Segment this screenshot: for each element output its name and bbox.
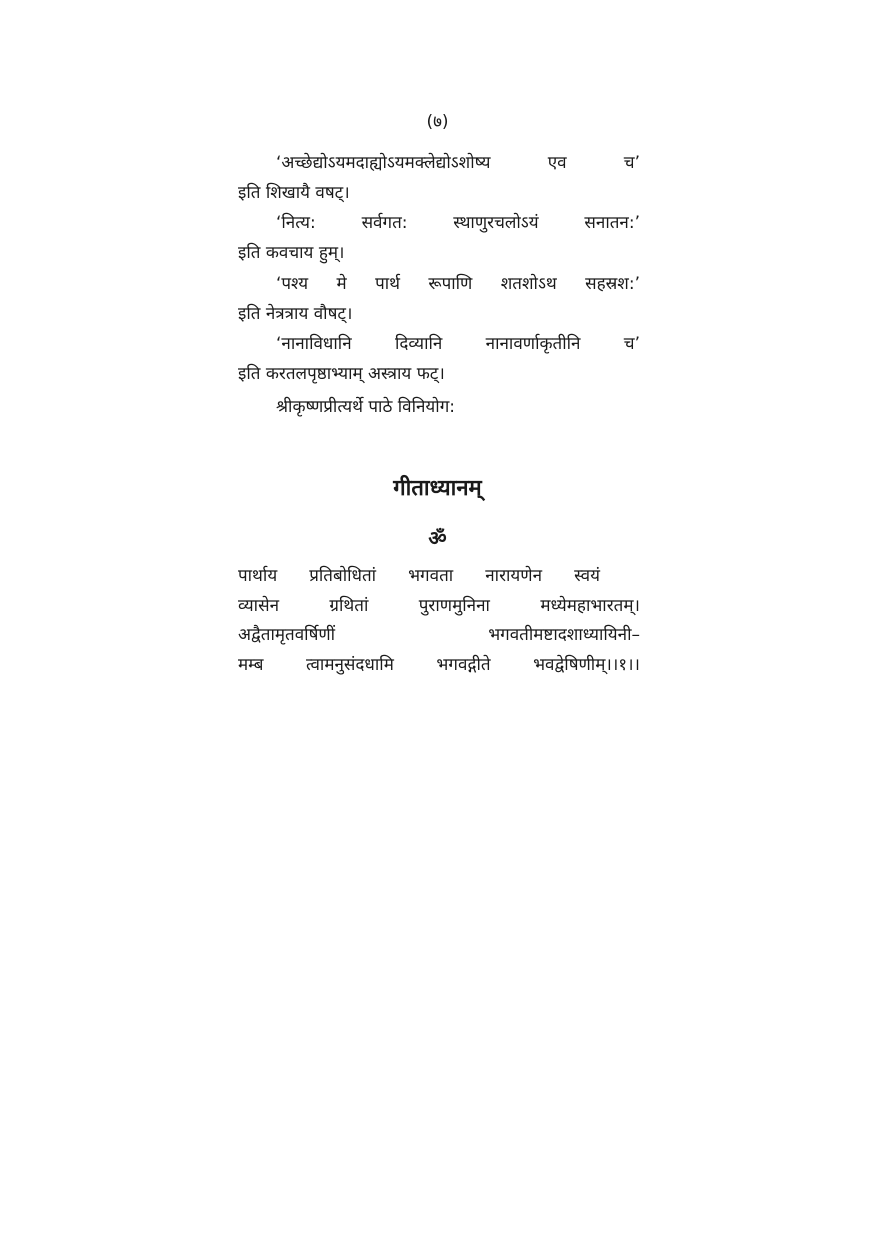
word: पार्थाय <box>238 566 278 586</box>
nyasa-tail-line: इति कवचाय हुम्। <box>238 243 345 263</box>
word: च’ <box>623 153 640 173</box>
word: सहस्रश:’ <box>585 274 640 294</box>
word: अद्वैतामृतवर्षिणीं <box>238 625 336 645</box>
word: ग्रथितां <box>329 595 369 616</box>
verse-line <box>238 562 600 592</box>
word: च’ <box>623 334 640 354</box>
nyasa-tail-line: इति नेत्रत्राय वौषट्। <box>238 304 353 324</box>
om-symbol: ॐ <box>428 526 447 550</box>
nyasa-mantra-line <box>238 208 640 238</box>
nyasa-paragraph-shikha <box>238 148 640 208</box>
word: स्थाणुरचलोऽयं <box>453 213 539 233</box>
page-number: (७) <box>426 112 449 132</box>
word: भवद्वेषिणीम्।।१।। <box>533 654 640 675</box>
gita-dhyanam-verse <box>238 562 640 680</box>
word: मे <box>336 274 347 294</box>
word: रूपाणि <box>428 274 473 294</box>
verse-line <box>238 621 640 651</box>
word: भगवतीमष्टादशाध्यायिनी– <box>488 625 640 645</box>
word: व्यासेन <box>238 595 280 616</box>
word: नारायणेन <box>485 566 543 586</box>
word: ‘अच्छेद्योऽयमदाह्योऽयमक्लेद्योऽशोष्य <box>276 153 491 173</box>
word: पुराणमुनिना <box>418 595 490 616</box>
word: मध्येमहाभारतम्। <box>540 595 640 616</box>
word: भगवता <box>408 566 454 586</box>
nyasa-mantra-line <box>238 329 640 359</box>
verse-line <box>238 592 640 622</box>
nyasa-mantra-line <box>238 269 640 299</box>
word: एव <box>547 153 567 173</box>
nyasa-paragraph-netra <box>238 269 640 329</box>
word: स्वयं <box>574 566 600 586</box>
word: ‘पश्य <box>276 274 309 294</box>
word: सनातन:’ <box>584 213 640 233</box>
nyasa-paragraph-kavacha <box>238 208 640 268</box>
word: सर्वगत: <box>361 213 408 233</box>
nyasa-mantra-line <box>238 148 640 178</box>
nyasa-paragraph-astra <box>238 329 640 389</box>
word: ‘नानाविधानि <box>276 334 352 354</box>
word: ‘नित्य: <box>276 213 316 233</box>
verse-line <box>238 651 640 681</box>
section-title: गीताध्यानम् <box>393 476 482 501</box>
word: त्वामनुसंदधामि <box>305 654 394 675</box>
word: नानावर्णाकृतीनि <box>485 334 581 354</box>
word: शतशोऽथ <box>500 274 557 294</box>
word: प्रतिबोधितां <box>309 566 377 586</box>
nyasa-tail-line: इति शिखायै वषट्। <box>238 183 350 203</box>
word: दिव्यानि <box>394 334 443 354</box>
nyasa-tail-line: इति करतलपृष्ठाभ्याम् अस्त्राय फट्। <box>238 364 445 384</box>
viniyoga-line: श्रीकृष्णप्रीत्यर्थे पाठे विनियोग: <box>276 397 455 417</box>
word: भगवद्गीते <box>436 654 491 675</box>
word: मम्ब <box>238 654 264 675</box>
word: पार्थ <box>375 274 401 294</box>
